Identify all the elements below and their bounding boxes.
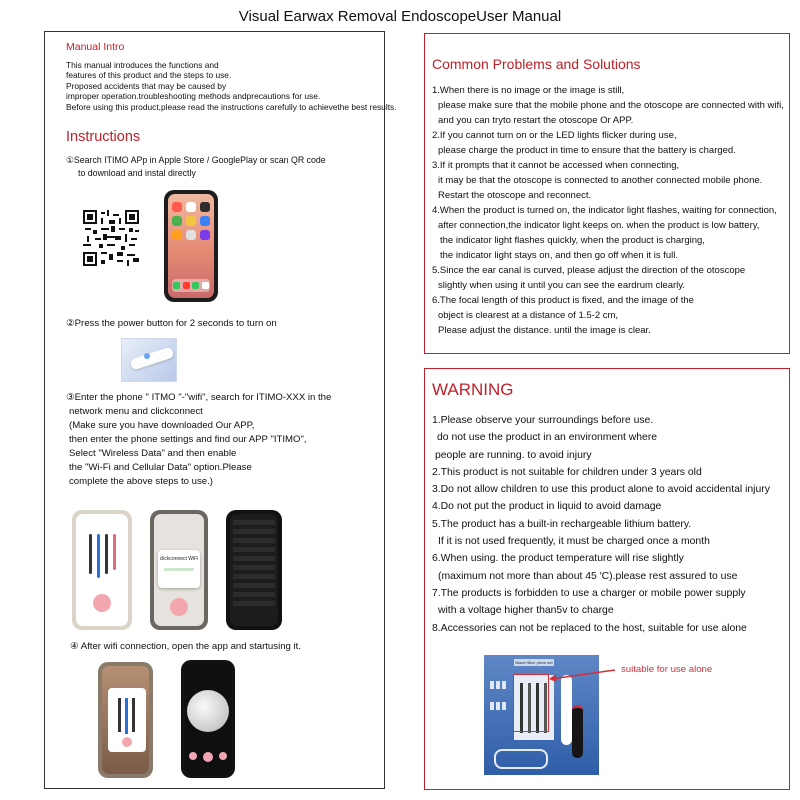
warning-line: do not use the product in an environment where	[437, 432, 658, 444]
instructions-heading: Instructions	[66, 129, 141, 145]
warning-line: 3.Do not allow children to use this product alone to avoid accidental injury	[432, 484, 770, 496]
problem-line: 3.If it prompts that it cannot be accessed when connecting,	[432, 160, 680, 171]
callout-arrow	[547, 665, 619, 685]
warning-line: 8.Accessories can not be replaced to the host, suitable for use alone	[432, 622, 747, 634]
step-1-line: ①Search ITIMO APp in Apple Store / GooglePlay or scan QR code	[66, 155, 326, 165]
step-3-line: Select "Wireless Data" and then enable	[69, 448, 237, 459]
wifi-popup-text: clickconnect WiFi	[159, 556, 199, 562]
highlight-box	[513, 674, 549, 732]
warning-line: (maximum not more than about 45 ′C).please rest assured to use	[438, 570, 738, 582]
warning-list	[432, 412, 770, 637]
problems-heading: Common Problems and Solutions	[432, 56, 641, 72]
step-3-line: ③Enter the phone " ITMO "-"wifi", search for ITIMO-XXX in the	[66, 392, 332, 403]
problem-line: 5.Since the ear canal is curved, please adjust the direction of the otoscope	[432, 265, 746, 276]
problem-line: 4.When the product is turned on, the indicator light flashes, waiting for connection,	[432, 205, 777, 216]
problem-line: please charge the product in time to ensure that the battery is charged.	[438, 145, 736, 156]
page-title: Visual Earwax Removal EndoscopeUser Manual	[238, 8, 562, 25]
phone-settings-screen	[226, 510, 282, 630]
step-3-line: the "Wi-Fi and Cellular Data" option.Please	[69, 462, 252, 473]
warning-line: with a voltage higher than5v to charge	[438, 605, 614, 617]
step-4-text: ④ After wifi connection, open the app and startusing it.	[70, 641, 301, 652]
callout-text: suitable for use alone	[621, 664, 713, 675]
step-3-line: network menu and clickconnect	[69, 406, 203, 417]
intro-line: Before using this product,please read the instructions carefully to achievethe best results.	[66, 101, 397, 112]
warning-line: 7.The products is forbidden to use a charger or mobile power supply	[432, 587, 746, 599]
warning-line: 5.The product has a built-in rechargeable lithium battery.	[432, 518, 692, 530]
intro-line: This manual introduces the functions and	[66, 60, 219, 70]
warning-line: If it is not used frequently, it must be charged once a month	[438, 536, 710, 548]
phone-home-screen	[164, 190, 218, 302]
manual-intro-heading: Manual Intro	[66, 41, 125, 53]
warning-line: 2.This product is not suitable for children under 3 years old	[432, 466, 702, 478]
phone-camera-view	[181, 660, 235, 778]
problems-list	[432, 83, 784, 338]
manual-intro-text	[66, 60, 397, 112]
step-3-line: (Make sure you have downloaded Our APP,	[69, 420, 255, 431]
step-1-text	[66, 154, 326, 179]
box-label: Black+Blue piece set	[515, 660, 553, 665]
problem-line: please make sure that the mobile phone and the otoscope are connected with wifi,	[438, 100, 784, 111]
problem-line: after connection,the indicator light keeps on. when the product is low battery,	[438, 220, 760, 231]
intro-line: Proposed accidents that may be caused by	[66, 80, 227, 91]
warning-heading: WARNING	[432, 380, 514, 399]
problem-line: 2.If you cannot turn on or the LED lights flicker during use,	[432, 130, 677, 141]
phone-app-screen	[72, 510, 132, 630]
step-2-text: ②Press the power button for 2 seconds to turn on	[66, 318, 277, 329]
warning-line: people are running. to avoid injury	[435, 449, 592, 461]
warning-line: 6.When using. the product temperature will rise slightly	[432, 553, 684, 565]
phone-wifi-popup	[150, 510, 208, 630]
phone-app-switcher	[98, 662, 153, 778]
step-3-text	[66, 391, 331, 489]
problem-line: Restart the otoscope and reconnect.	[438, 190, 592, 201]
step-1-line: to download and instal directly	[78, 167, 196, 178]
problem-line: it may be that the otoscope is connected to another connected mobile phone.	[438, 175, 763, 186]
intro-line: improper operation.troubleshooting methods andprecautions for use.	[66, 91, 321, 102]
problem-line: Please adjust the distance. until the image is clear.	[438, 325, 651, 336]
problem-line: object is clearest at a distance of 1.5-2 cm,	[438, 310, 619, 321]
problem-line: 1.When there is no image or the image is still,	[432, 85, 625, 96]
problem-line: slightly when using it until you can see the eardrum clearly.	[438, 280, 685, 291]
intro-line: features of this product and the steps to use.	[66, 70, 232, 81]
step-3-line: then enter the phone settings and find our APP "ITIMO",	[69, 434, 307, 445]
problem-line: the indicator light flashes quickly, when the product is charging,	[440, 235, 705, 246]
qr-code	[83, 210, 139, 266]
device-power-photo	[121, 338, 177, 382]
warning-line: 4.Do not put the product in liquid to avoid damage	[432, 501, 662, 513]
step-3-line: complete the above steps to use.)	[69, 476, 213, 487]
problem-line: 6.The focal length of this product is fixed, and the image of the	[432, 295, 694, 306]
problem-line: the indicator light stays on, and then go off when it is full.	[440, 250, 678, 261]
warning-line: 1.Please observe your surroundings before use.	[432, 415, 654, 426]
problem-line: and you can tryto restart the otoscope Or APP.	[438, 115, 634, 126]
